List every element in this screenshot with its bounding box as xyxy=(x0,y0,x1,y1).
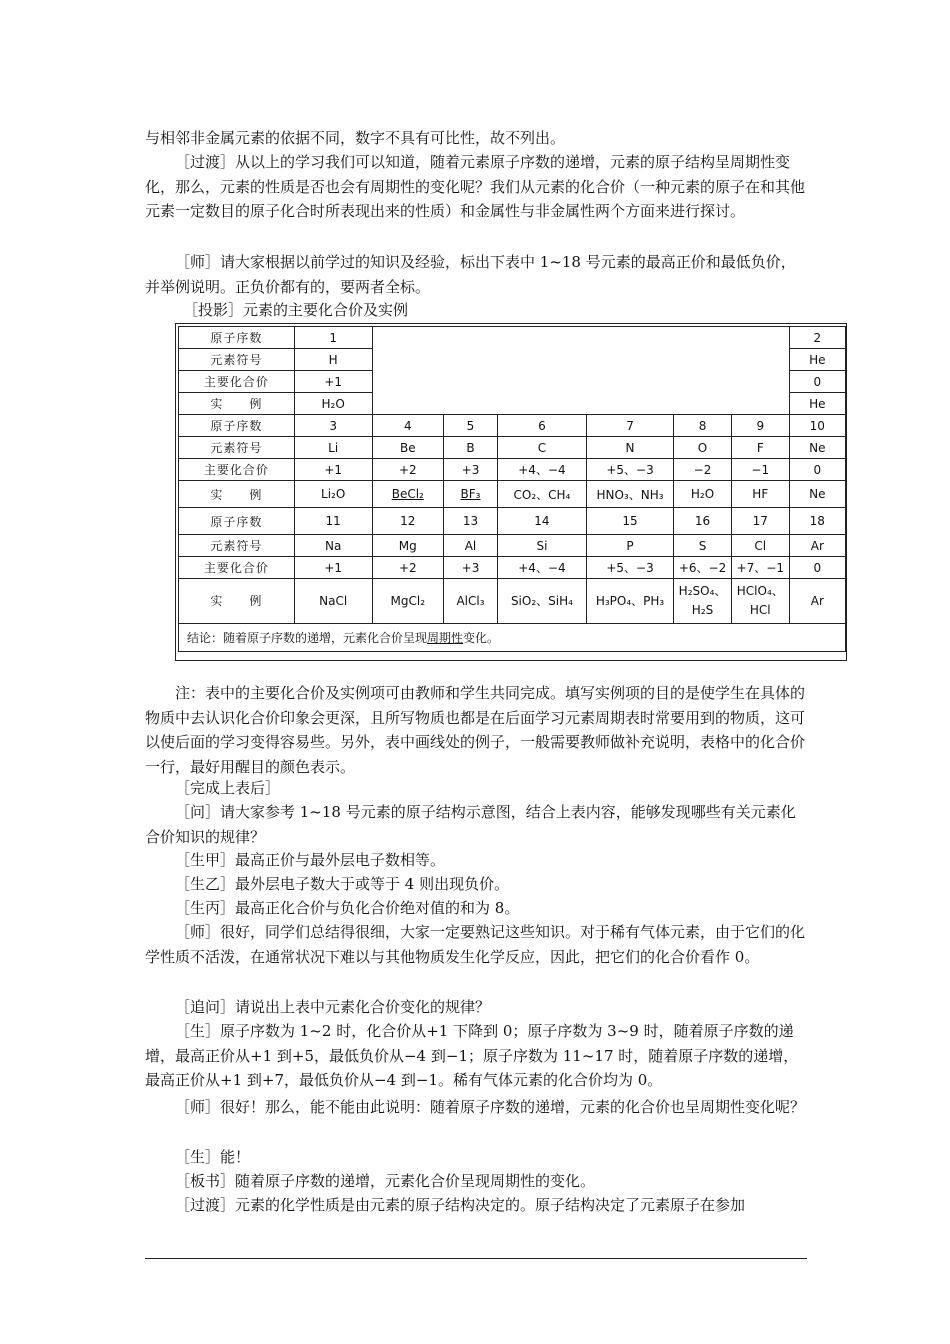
empty-cell xyxy=(372,327,789,415)
table-row xyxy=(179,579,846,624)
table-cell: 1 xyxy=(294,327,372,349)
table-cell: 14 xyxy=(497,508,586,535)
paragraph: ［生丙］最高正化合价与负化合价绝对值的和为 8。 xyxy=(175,899,520,917)
table-cell: 9 xyxy=(731,415,789,437)
table-cell: 2 xyxy=(789,327,845,349)
conclusion-text: 变化。 xyxy=(463,631,500,645)
paragraph: 注：表中的主要化合价及实例项可由教师和学生共同完成。填写实例项的目的是使学生在具体的物质中去认识化合价印象会更深，且所写物质也都是在后面学习元素周期表时常要用到的物质，这可以使后面的学习变得容易些。另外，表中画线处的例子，一般需要教师做补充说明，表格中的化合价一行，最好用醒目的颜色表示。 xyxy=(145,684,806,776)
row-label: 元素符号 xyxy=(179,535,295,557)
table-cell: 0 xyxy=(789,371,845,393)
table-conclusion xyxy=(179,624,846,652)
table-cell: +7、−1 xyxy=(731,557,789,579)
paragraph: ［生乙］最外层电子数大于或等于 4 则出现负价。 xyxy=(175,875,510,893)
table-row xyxy=(179,459,846,481)
row-label: 原子序数 xyxy=(179,327,295,349)
row-label: 主要化合价 xyxy=(179,459,295,481)
table-cell: Ar xyxy=(789,535,845,557)
table-cell: +5、−3 xyxy=(586,459,673,481)
table-cell: +4、−4 xyxy=(497,557,586,579)
table-cell: N xyxy=(586,437,673,459)
table-cell: NaCl xyxy=(294,579,372,624)
table-cell: 7 xyxy=(586,415,673,437)
paragraph: ［问］请大家参考 1~18 号元素的原子结构示意图，结合上表内容，能够发现哪些有关元素化合价知识的规律？ xyxy=(145,803,796,846)
table-cell: 15 xyxy=(586,508,673,535)
table-cell: Na xyxy=(294,535,372,557)
table-cell: S xyxy=(674,535,732,557)
row-label: 元素符号 xyxy=(179,437,295,459)
table-cell: Cl xyxy=(731,535,789,557)
table-cell: −1 xyxy=(731,459,789,481)
table-cell: Al xyxy=(444,535,498,557)
table-cell: +3 xyxy=(444,459,498,481)
table-cell: Li₂O xyxy=(294,481,372,508)
table-cell: 0 xyxy=(789,557,845,579)
table-cell: Li xyxy=(294,437,372,459)
table-cell: +5、−3 xyxy=(586,557,673,579)
table-cell: H xyxy=(294,349,372,371)
table-cell: +1 xyxy=(294,459,372,481)
table-row xyxy=(179,508,846,535)
table-cell: He xyxy=(789,393,845,415)
paragraph: ［师］很好，同学们总结得很细，大家一定要熟记这些知识。对于稀有气体元素，由于它们的化学性质不活泼，在通常状况下难以与其他物质发生化学反应，因此，把它们的化合价看作 0。 xyxy=(145,923,806,966)
table-cell: −2 xyxy=(674,459,732,481)
table-cell: +6、−2 xyxy=(674,557,732,579)
row-label: 原子序数 xyxy=(179,415,295,437)
table-cell: AlCl₃ xyxy=(444,579,498,624)
table-cell: H₃PO₄、PH₃ xyxy=(586,579,673,624)
paragraph: ［师］请大家根据以前学过的知识及经验，标出下表中 1~18 号元素的最高正价和最低负价，并举例说明。正负价都有的，要两者全标。 xyxy=(145,253,796,296)
table-cell: 12 xyxy=(372,508,443,535)
table-cell: 17 xyxy=(731,508,789,535)
table-cell: 5 xyxy=(444,415,498,437)
conclusion-keyword: 周期性 xyxy=(427,631,464,645)
table-cell: Ar xyxy=(789,579,845,624)
table-row xyxy=(179,437,846,459)
table-cell: 18 xyxy=(789,508,845,535)
table-cell: H₂SO₄、H₂S xyxy=(674,579,732,624)
conclusion-text: 结论：随着原子序数的递增，元素化合价呈现 xyxy=(187,631,428,645)
table-cell: 13 xyxy=(444,508,498,535)
table-cell: HClO₄、HCl xyxy=(731,579,789,624)
paragraph: ［过渡］元素的化学性质是由元素的原子结构决定的。原子结构决定了元素原子在参加 xyxy=(175,1196,746,1214)
table-cell: 3 xyxy=(294,415,372,437)
row-label: 元素符号 xyxy=(179,349,295,371)
table-row xyxy=(179,535,846,557)
table-cell: CO₂、CH₄ xyxy=(497,481,586,508)
paragraph: ［追问］请说出上表中元素化合价变化的规律？ xyxy=(175,998,491,1016)
row-label: 原子序数 xyxy=(179,508,295,535)
row-label: 主要化合价 xyxy=(179,371,295,393)
table-cell: He xyxy=(789,349,845,371)
table-cell: BF₃ xyxy=(444,481,498,508)
table-cell: Ne xyxy=(789,437,845,459)
table-cell: B xyxy=(444,437,498,459)
table-cell: C xyxy=(497,437,586,459)
table-cell: O xyxy=(674,437,732,459)
table-cell: Ne xyxy=(789,481,845,508)
row-label: 实 例 xyxy=(179,579,295,624)
paragraph: ［过渡］从以上的学习我们可以知道，随着元素原子序数的递增，元素的原子结构呈周期性变化，那么，元素的性质是否也会有周期性的变化呢？我们从元素的化合价（一种元素的原子在和其他元素一定数目的原子化合时所表现出来的性质）和金属性与非金属性两个方面来进行探讨。 xyxy=(145,153,806,220)
paragraph: ［师］很好！那么，能不能由此说明：随着原子序数的递增，元素的化合价也呈周期性变化呢？ xyxy=(175,1098,806,1116)
valence-table xyxy=(178,326,846,652)
table-cell: F xyxy=(731,437,789,459)
table-row xyxy=(179,415,846,437)
table-cell: HF xyxy=(731,481,789,508)
table-cell: HNO₃、NH₃ xyxy=(586,481,673,508)
table-cell: H₂O xyxy=(294,393,372,415)
table-row xyxy=(179,624,846,652)
table-row xyxy=(179,481,846,508)
table-caption: ［投影］元素的主要化合价及实例 xyxy=(183,301,409,319)
table-cell: Mg xyxy=(372,535,443,557)
table-cell: 16 xyxy=(674,508,732,535)
row-label: 主要化合价 xyxy=(179,557,295,579)
table-cell: Si xyxy=(497,535,586,557)
table-cell: SiO₂、SiH₄ xyxy=(497,579,586,624)
footer-rule xyxy=(145,1258,807,1259)
table-cell: 0 xyxy=(789,459,845,481)
table-cell: 6 xyxy=(497,415,586,437)
paragraph: 与相邻非金属元素的依据不同，数字不具有可比性，故不列出。 xyxy=(145,129,566,147)
paragraph: ［生］原子序数为 1~2 时，化合价从+1 下降到 0；原子序数为 3~9 时，随着原子序数的递增，最高正价从+1 到+5，最低负价从−4 到−1；原子序数为 11~17 时，随着原子序数的递增，最高正价从+1 到+7，最低负价从−4 到−1。稀有气体元素的化合价均为 0。 xyxy=(145,1022,799,1089)
table-cell: +1 xyxy=(294,371,372,393)
table-cell: +2 xyxy=(372,557,443,579)
table-cell: MgCl₂ xyxy=(372,579,443,624)
table-cell: Be xyxy=(372,437,443,459)
table-cell: BeCl₂ xyxy=(372,481,443,508)
row-label: 实 例 xyxy=(179,393,295,415)
row-label: 实 例 xyxy=(179,481,295,508)
table-cell: H₂O xyxy=(674,481,732,508)
table-cell: +3 xyxy=(444,557,498,579)
table-cell: +2 xyxy=(372,459,443,481)
paragraph: ［生甲］最高正价与最外层电子数相等。 xyxy=(175,851,446,869)
table-cell: 11 xyxy=(294,508,372,535)
table-cell: 10 xyxy=(789,415,845,437)
table-row xyxy=(179,557,846,579)
paragraph: ［完成上表后］ xyxy=(175,779,281,797)
table-cell: 4 xyxy=(372,415,443,437)
table-cell: 8 xyxy=(674,415,732,437)
table-cell: +4、−4 xyxy=(497,459,586,481)
table-row xyxy=(179,327,846,349)
paragraph: ［生］能！ xyxy=(175,1148,251,1166)
table-cell: +1 xyxy=(294,557,372,579)
paragraph: ［板书］随着原子序数的递增，元素化合价呈现周期性的变化。 xyxy=(175,1172,596,1190)
table-cell: P xyxy=(586,535,673,557)
